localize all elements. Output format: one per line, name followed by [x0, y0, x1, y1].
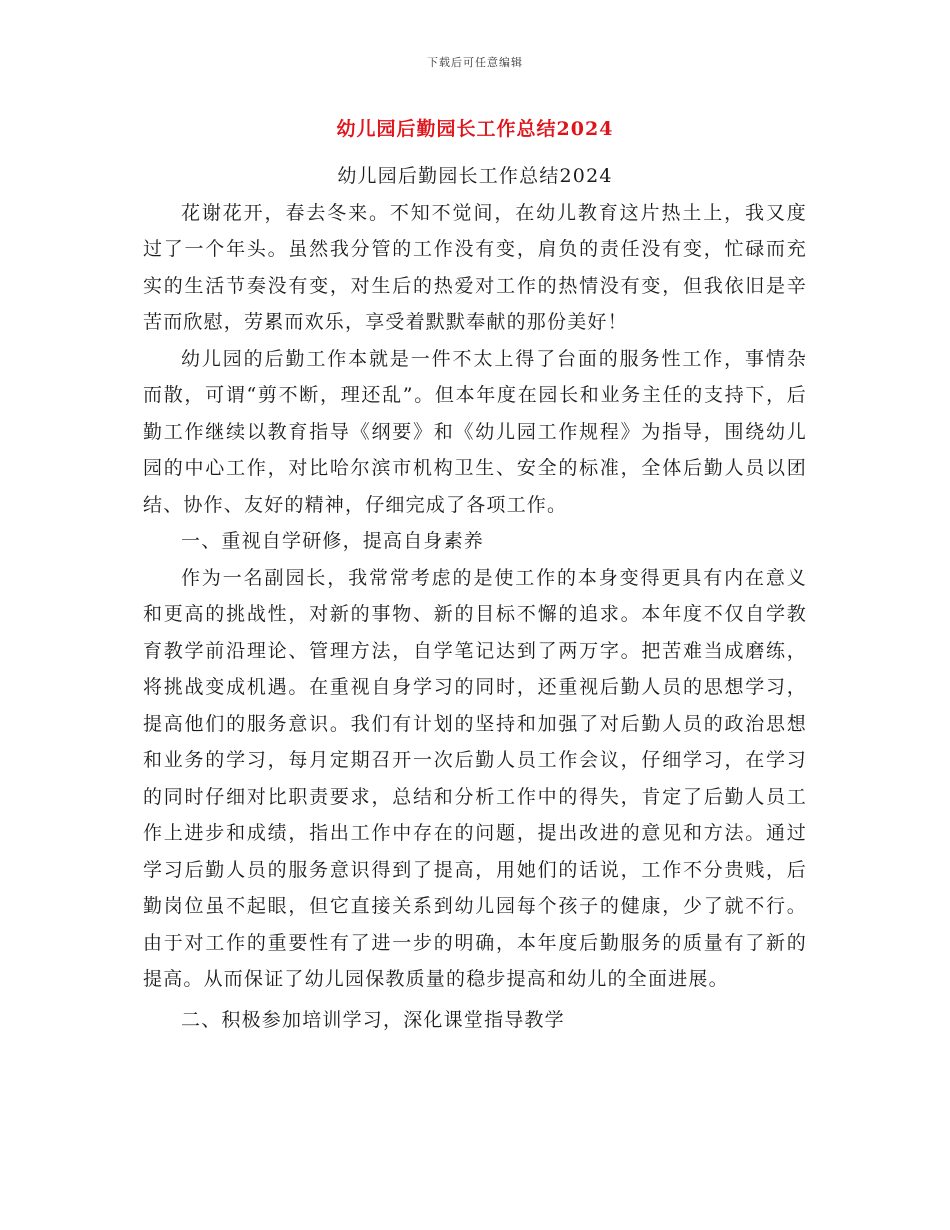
section-heading-2: 二、积极参加培训学习，深化课堂指导教学: [181, 1008, 565, 1031]
document-title: 幼儿园后勤园长工作总结2024: [336, 118, 614, 140]
paragraph-intro: 花谢花开，春去冬来。不知不觉间，在幼儿教育这片热土上，我又度过了一个年头。虽然我分管的工作没有变，肩负的责任没有变，忙碌而充实的生活节奏没有变，对生后的热爱对工作的热情没有变，但我依旧是辛苦而欣慰，劳累而欢乐，享受着默默奉献的那份美好！: [143, 201, 807, 333]
document-subtitle: 幼儿园后勤园长工作总结2024: [337, 165, 613, 187]
header-note: 下载后可任意编辑: [427, 56, 523, 69]
section-heading-1: 一、重视自学研修，提高自身素养: [181, 530, 485, 552]
paragraph-overview: 幼儿园的后勤工作本就是一件不太上得了台面的服务性工作，事情杂而散，可谓“剪不断，理还乱”。但本年度在园长和业务主任的支持下，后勤工作继续以教育指导《纲要》和《幼儿园工作规程》为指导，围绕幼儿园的中心工作，对比哈尔滨市机构卫生、安全的标准，全体后勤人员以团结、协作、友好的精神，仔细完成了各项工作。: [143, 347, 807, 516]
document-body: [143, 158, 807, 1038]
section-paragraph-1: 作为一名副园长，我常常考虑的是使工作的本身变得更具有内在意义和更高的挑战性，对新的事物、新的目标不懈的追求。本年度不仅自学教育教学前沿理论、管理方法，自学笔记达到了两万字。把苦难当成磨练，将挑战变成机遇。在重视自身学习的同时，还重视后勤人员的思想学习，提高他们的服务意识。我们有计划的坚持和加强了对后勤人员的政治思想和业务的学习，每月定期召开一次后勤人员工作会议，仔细学习，在学习的同时仔细对比职责要求，总结和分析工作中的得失，肯定了后勤人员工作上进步和成绩，指出工作中存在的问题，提出改进的意见和方法。通过学习后勤人员的服务意识得到了提高，用她们的话说，工作不分贵贱，后勤岗位虽不起眼，但它直接关系到幼儿园每个孩子的健康，少了就不行。由于对工作的重要性有了进一步的明确，本年度后勤服务的质量有了新的提高。从而保证了幼儿园保教质量的稳步提高和幼儿的全面进展。: [143, 566, 807, 990]
